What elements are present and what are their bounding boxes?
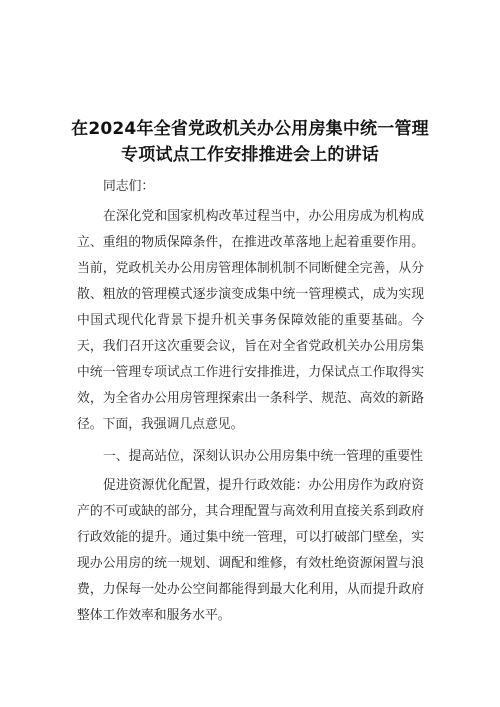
salutation: 同志们： bbox=[103, 179, 155, 194]
title-line-2: 专项试点工作安排推进会上的讲话 bbox=[121, 145, 379, 165]
document-body bbox=[77, 174, 424, 629]
paragraph-intro: 在深化党和国家机构改革过程当中，办公用房成为机构成立、重组的物质保障条件，在推进改革落地上起着重要作用。当前，党政机关办公用房管理体制机制不同断健全完善，从分散、粗放的管理模式逐步演变成集中统一管理模式，成为实现中国式现代化背景下提升机关事务保障效能的重要基础。今天，我们召开这次重要会议，旨在对全省党政机关办公用房集中统一管理专项试点工作进行安排推进，力保试点工作取得实效，为全省办公用房管理探索出一条科学、规范、高效的新路径。下面，我强调几点意见。 bbox=[77, 209, 424, 432]
document-title bbox=[70, 116, 430, 168]
section-heading-1: 一、提高站位，深刻认识办公用房集中统一管理的重要性 bbox=[103, 449, 423, 464]
title-line-1: 在2024年全省党政机关办公用房集中统一管理 bbox=[71, 119, 429, 139]
paragraph-section-1: 促进资源优化配置，提升行政效能：办公用房作为政府资产的不可或缺的部分，其合理配置与高效利用直接关系到政府行政效能的提升。通过集中统一管理，可以打破部门壁垒，实现办公用房的统一规划、调配和维修，有效杜绝资源闲置与浪费，力保每一处办公空间都能得到最大化利用，从而提升政府整体工作效率和服务水平。 bbox=[77, 478, 424, 623]
